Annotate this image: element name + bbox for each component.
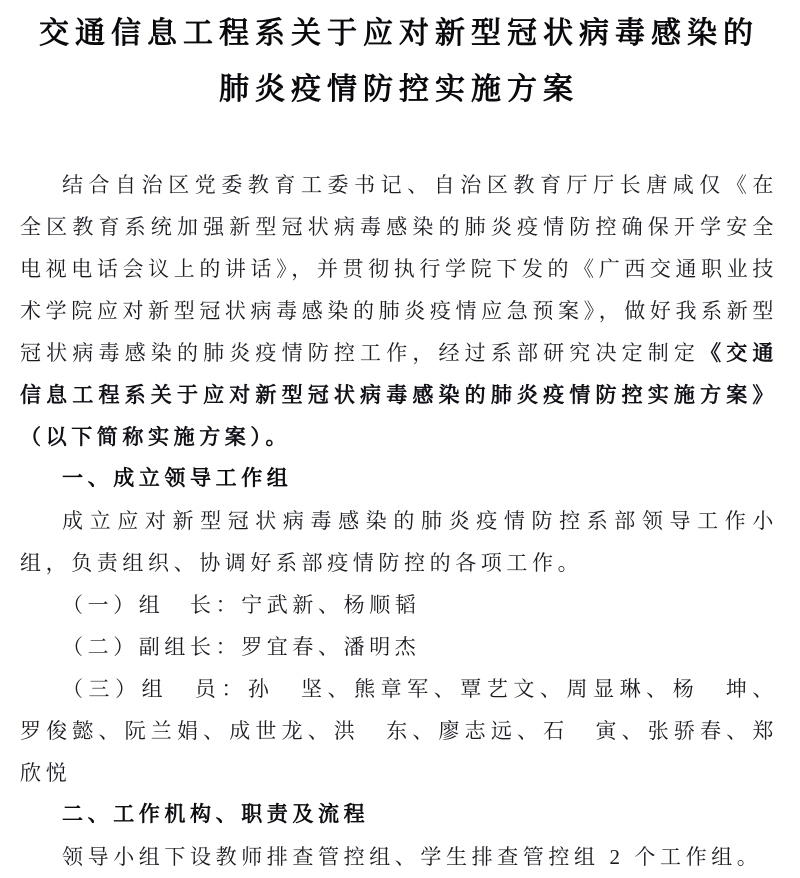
section-1-body: 成立应对新型冠状病毒感染的肺炎疫情防控系部领导工作小组，负责组织、协调好系部疫情防控的各项工作。 — [20, 509, 778, 575]
section-2-body: 领导小组下设教师排查管控组、学生排查管控组 2 个工作组。 — [62, 845, 763, 869]
section-1-heading: 一、成立领导工作组 — [62, 467, 293, 490]
deputy-group-leader-item: （二）副组长：罗宜春、潘明杰 — [62, 635, 421, 659]
group-leader-item: （一）组 长：宁武新、杨顺韬 — [62, 593, 421, 617]
intro-paragraph — [20, 164, 778, 458]
document-title-line-2: 肺炎疫情防控实施方案 — [219, 73, 579, 106]
document-title — [20, 6, 778, 118]
intro-plan-title-emphasis: 《交通信息工程系关于应对新型冠状病毒感染的肺炎疫情防控实施方案》（以下简称实施方案）。 — [20, 341, 778, 449]
intro-text: 结合自治区党委教育工委书记、自治区教育厅厅长唐咸仅《在全区教育系统加强新型冠状病毒感染的肺炎疫情防控确保开学安全电视电话会议上的讲话》，并贯彻执行学院下发的《广西交通职业技术学院应对新型冠状病毒感染的肺炎疫情应急预案》，做好我系新型冠状病毒感染的肺炎疫情防控工作，经过系部研究决定制定 — [20, 173, 778, 365]
document-title-line-1: 交通信息工程系关于应对新型冠状病毒感染的 — [39, 17, 759, 50]
group-members-item: （三）组 员：孙 坚、熊章军、覃艺文、周显琳、杨 坤、罗俊懿、阮兰娟、成世龙、洪 东、廖志远、石 寅、张骄春、郑欣悦 — [20, 677, 778, 785]
section-2-heading: 二、工作机构、职责及流程 — [62, 803, 370, 826]
